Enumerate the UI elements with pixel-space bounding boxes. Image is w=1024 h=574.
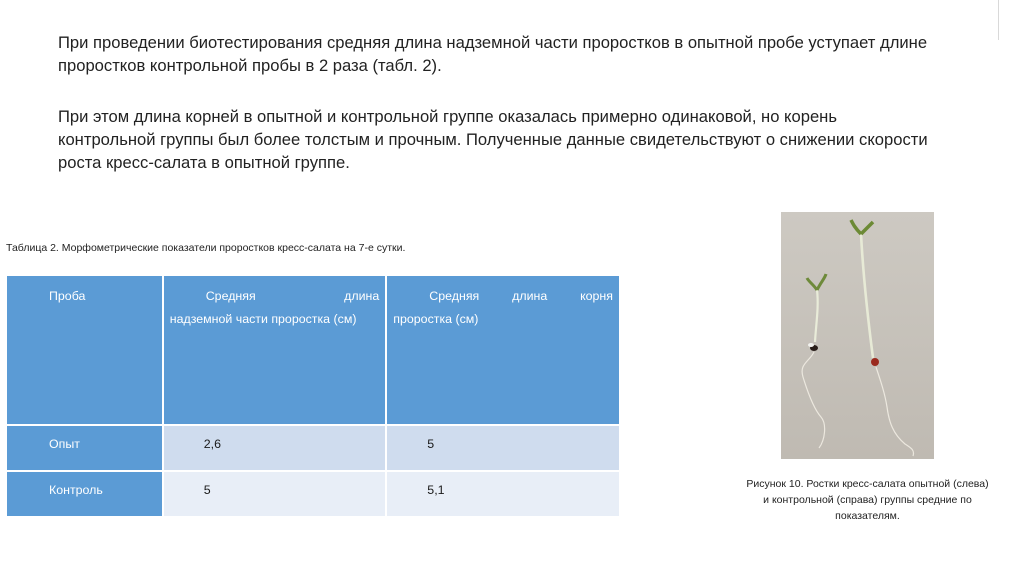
paragraph-root-length: При этом длина корней в опытной и контрольной группе оказалась примерно одинаковой, но корень контрольной группы был более толстым и прочным. Полученные данные свидетельствуют о снижении скорости роста кресс-салата в опытной группе. — [58, 107, 928, 172]
header-root-line2: проростка (см) — [393, 312, 479, 326]
header-shoot-word2: длина — [344, 289, 380, 303]
header-shoot-line1 — [168, 285, 380, 308]
root-value-cell — [386, 471, 620, 517]
root-value-cell — [386, 425, 620, 471]
figure-caption: Рисунок 10. Ростки кресс-салата опытной (слева) и контрольной (справа) группы средние по показателям. — [746, 478, 989, 522]
table-row — [6, 471, 620, 517]
header-cell-root-length — [386, 275, 620, 425]
root-value: 5 — [427, 437, 435, 451]
row-label: Опыт — [49, 437, 80, 451]
row-label-cell — [6, 425, 163, 471]
header-shoot-word1: Средняя — [205, 289, 256, 303]
table-header-row — [6, 275, 620, 425]
row-label-cell — [6, 471, 163, 517]
header-root-word3: корня — [580, 289, 613, 303]
morphometric-table — [5, 274, 621, 518]
header-root-line1 — [391, 285, 613, 308]
header-root-word2: длина — [512, 289, 548, 303]
root-value: 5,1 — [427, 483, 445, 497]
shoot-value-cell — [163, 471, 387, 517]
cress-seedlings-photo — [781, 212, 934, 459]
table-row — [6, 425, 620, 471]
header-sample-label: Проба — [49, 289, 86, 303]
header-cell-shoot-length — [163, 275, 387, 425]
slide-edge-divider — [998, 0, 999, 40]
seedlings-illustration — [781, 212, 934, 459]
shoot-value: 2,6 — [203, 437, 221, 451]
header-root-word1: Средняя — [429, 289, 480, 303]
row-label: Контроль — [49, 483, 103, 497]
shoot-value-cell — [163, 425, 387, 471]
paragraph-shoot-length: При проведении биотестирования средняя длина надземной части проростков в опытной пробе уступает длине проростков контрольной пробы в 2 раза (табл. 2). — [58, 33, 928, 75]
shoot-value: 5 — [203, 483, 211, 497]
table-caption: Таблица 2. Морфометрические показатели проростков кресс-салата на 7-е сутки. — [6, 242, 406, 254]
header-shoot-line2: надземной части проростка (см) — [169, 312, 357, 326]
header-cell-sample — [6, 275, 163, 425]
